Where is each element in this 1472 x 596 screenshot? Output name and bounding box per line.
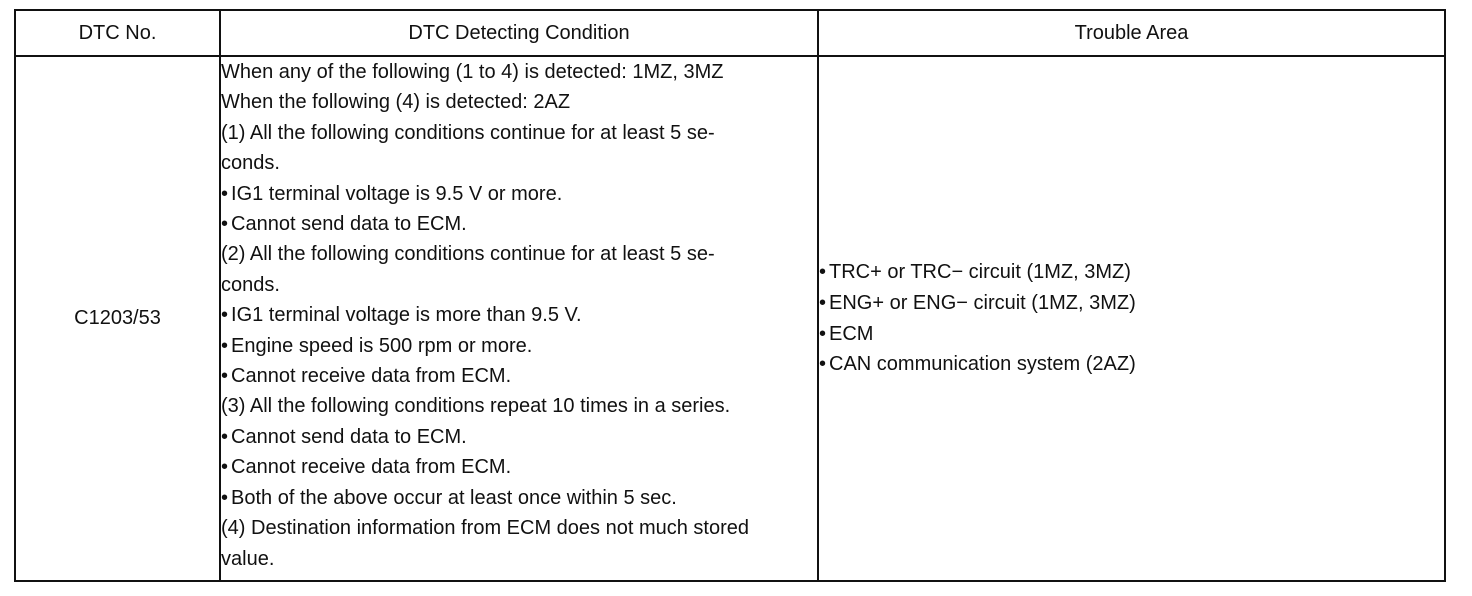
trouble-area-item: • CAN communication system (2AZ) xyxy=(819,349,1444,380)
dtc-table xyxy=(14,9,1446,582)
condition-line: (2) All the following conditions continue for at least 5 se- xyxy=(221,243,715,266)
condition-bullet: • Cannot send data to ECM. xyxy=(221,209,817,239)
trouble-area-item: • ENG+ or ENG− circuit (1MZ, 3MZ) xyxy=(819,288,1444,319)
dtc-code: C1203/53 xyxy=(15,56,220,581)
condition-bullet: • IG1 terminal voltage is 9.5 V or more. xyxy=(221,179,817,209)
condition-line: conds. xyxy=(221,152,280,175)
condition-line: When the following (4) is detected: 2AZ xyxy=(221,91,571,114)
header-row xyxy=(15,10,1445,56)
trouble-area-cell xyxy=(818,56,1445,581)
condition-line: value. xyxy=(221,547,275,570)
table-row xyxy=(15,56,1445,581)
condition-bullet: • Cannot send data to ECM. xyxy=(221,422,817,452)
detecting-condition-cell xyxy=(220,56,818,581)
condition-bullet: • IG1 terminal voltage is more than 9.5 V. xyxy=(221,300,817,330)
condition-bullet: • Cannot receive data from ECM. xyxy=(221,361,817,391)
condition-line: (3) All the following conditions repeat 10 times in a series. xyxy=(221,395,731,418)
header-dtc-no: DTC No. xyxy=(15,10,220,56)
condition-line: (1) All the following conditions continue for at least 5 se- xyxy=(221,121,715,144)
condition-line: When any of the following (1 to 4) is detected: 1MZ, 3MZ xyxy=(221,61,724,83)
trouble-area-item: • ECM xyxy=(819,319,1444,350)
condition-bullet: • Engine speed is 500 rpm or more. xyxy=(221,331,817,361)
header-detecting-condition: DTC Detecting Condition xyxy=(220,10,818,56)
header-trouble-area: Trouble Area xyxy=(818,10,1445,56)
condition-bullet: • Both of the above occur at least once within 5 sec. xyxy=(221,483,817,513)
trouble-area-item: • TRC+ or TRC− circuit (1MZ, 3MZ) xyxy=(819,257,1444,288)
condition-bullet: • Cannot receive data from ECM. xyxy=(221,452,817,482)
condition-line: conds. xyxy=(221,273,280,296)
condition-line: (4) Destination information from ECM does not much stored xyxy=(221,517,749,540)
